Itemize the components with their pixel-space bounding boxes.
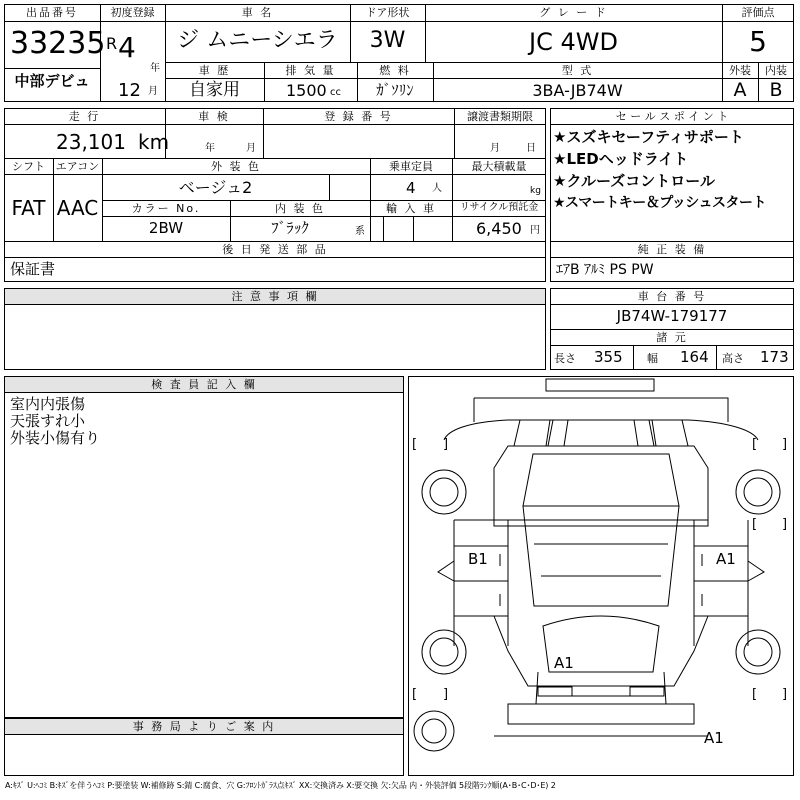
bracket: [	[752, 517, 758, 532]
max-load-unit: kg	[530, 186, 541, 196]
shift-label: シフト	[12, 160, 45, 173]
car-history-label: 車 歴	[198, 64, 231, 77]
mileage-unit: km	[138, 130, 170, 154]
inspector-note: 外装小傷有り	[10, 429, 101, 447]
genuine-equipment-label: 純 正 装 備	[637, 243, 707, 256]
lot-number: 33235	[10, 26, 106, 61]
rear-left-tire-inner	[430, 638, 458, 666]
registration-year: 4	[118, 31, 136, 64]
office-label: 事 務 局 よ り ご 案 内	[132, 720, 276, 733]
bracket: [	[412, 687, 418, 702]
dimensions-label: 諸 元	[656, 331, 688, 344]
inspection-label: 車 検	[198, 110, 230, 123]
spec-divider	[329, 174, 330, 200]
transfer-day-unit: 日	[526, 143, 536, 154]
mileage-label: 走 行	[68, 110, 101, 123]
door-type-label: ドア形状	[365, 6, 410, 19]
interior-color: ﾌﾞﾗｯｸ	[271, 219, 309, 237]
inspector-label: 検 査 員 記 入 欄	[151, 378, 257, 391]
bracket: ]	[443, 687, 449, 702]
windshield-lines	[548, 420, 654, 446]
interior-color-suffix: 系	[355, 226, 365, 237]
front-arc	[444, 420, 758, 440]
bracket: ]	[782, 437, 788, 452]
capacity: 4	[406, 179, 416, 197]
spare-tire-inner	[422, 719, 446, 743]
rear-right-tire	[736, 630, 780, 674]
color-number-label: カラー No.	[131, 202, 201, 215]
inspector-note: 天張すれ小	[10, 412, 86, 430]
month-unit: 月	[148, 86, 158, 97]
chassis-divider	[550, 304, 794, 305]
selling-points-divider	[550, 124, 794, 125]
score-label: 評価点	[741, 6, 775, 19]
transfer-deadline-label: 譲渡書類期限	[467, 110, 533, 123]
bracket: [	[752, 687, 758, 702]
chassis-number: JB74W-179177	[616, 307, 728, 325]
recycle-fee: 6,450	[476, 219, 522, 238]
chassis-divider	[716, 345, 717, 370]
recycle-fee-label: リサイクル預託金	[459, 202, 539, 213]
rear-panel	[536, 672, 666, 704]
rear-roof-outline	[546, 379, 654, 391]
rear-left-tire	[422, 630, 466, 674]
spec-divider	[383, 216, 384, 241]
spec-divider	[413, 216, 414, 241]
header-divider	[165, 62, 722, 63]
selling-point: ★クルーズコントロール	[553, 172, 715, 190]
spec-divider	[4, 158, 546, 159]
rear-right-tire-inner	[744, 638, 772, 666]
width: 164	[680, 348, 709, 366]
hood-outline	[494, 446, 708, 526]
exterior-color: ベージュ2	[178, 178, 253, 197]
damage-mark-right-side: A1	[716, 550, 736, 568]
era-mark: R	[106, 34, 118, 53]
grade-label: グ レ ー ド	[539, 6, 608, 19]
header-divider	[4, 21, 794, 22]
door-type: 3W	[369, 28, 406, 53]
displacement: 1500	[286, 81, 327, 100]
transfer-month-unit: 月	[490, 143, 500, 154]
chassis-divider	[633, 345, 634, 370]
later-parts-label: 後 日 発 送 部 品	[222, 243, 328, 256]
spec-divider	[4, 174, 546, 175]
selling-point: ★LEDヘッドライト	[553, 150, 689, 168]
chassis-divider	[550, 345, 794, 346]
damage-legend: A:ｷｽﾞ U:ﾍｺﾐ B:ｷｽﾞを伴うﾍｺﾐ P:要塗装 W:補修跡 S:錆 C:腐食、穴 G:ﾌﾛﾝﾄｶﾞﾗｽ点ｷｽﾞ XX:交換済み X:要交換 欠:欠品 内・外装評価 5段階ﾗﾝｸ順(A･B･C･D･E) 2	[5, 781, 556, 790]
model-code-label: 型 式	[561, 64, 594, 77]
spare-tire	[414, 711, 454, 751]
auction-site: 中部デビュ	[14, 72, 90, 90]
damage-mark-left-side: B1	[468, 550, 488, 568]
exterior-score-label: 外装	[729, 64, 751, 77]
damage-mark-rear: A1	[554, 654, 574, 672]
color-number: 2BW	[148, 219, 184, 237]
selling-point: ★スマートキー＆プッシュスタート	[553, 195, 767, 211]
bracket: ]	[443, 437, 449, 452]
car-name-label: 車 名	[241, 6, 274, 19]
air-conditioner-label: エアコン	[55, 160, 100, 173]
length-label: 長さ	[554, 352, 576, 365]
chassis-divider	[550, 329, 794, 330]
bracket: ]	[782, 687, 788, 702]
car-name: ジ ムニーシエラ	[177, 28, 338, 53]
first-registration-label: 初度登録	[110, 6, 155, 19]
spec-divider	[4, 124, 546, 125]
hood-panel	[523, 454, 679, 506]
interior-color-label: 内 装 色	[275, 202, 325, 215]
overall-score: 5	[749, 25, 767, 58]
displacement-label: 排 気 量	[285, 64, 336, 77]
height-label: 高さ	[722, 352, 744, 365]
height: 173	[760, 348, 789, 366]
inspection-year-unit: 年	[205, 143, 215, 154]
left-headlight	[514, 420, 550, 446]
inspector-note: 室内内張傷	[10, 395, 86, 413]
chassis-number-label: 車 台 番 号	[637, 290, 707, 303]
capacity-unit: 人	[432, 183, 442, 194]
notes-label: 注 意 事 項 欄	[231, 290, 319, 303]
selling-points-divider	[550, 241, 794, 242]
bracket: [	[752, 437, 758, 452]
front-left-tire-inner	[430, 478, 458, 506]
front-right-tire	[736, 470, 780, 514]
recycle-fee-unit: 円	[530, 225, 540, 236]
front-left-tire	[422, 470, 466, 514]
rear-outline	[494, 616, 708, 686]
left-mirror	[438, 561, 454, 581]
genuine-equipment: ｴｱB ｱﾙﾐ PS PW	[556, 262, 654, 278]
car-history: 自家用	[189, 80, 240, 100]
max-load-label: 最大積載量	[471, 160, 527, 173]
exterior-score: A	[733, 79, 747, 101]
grade: JC 4WD	[529, 28, 618, 56]
selling-points-label: セ ー ル ス ポ イ ン ト	[615, 110, 729, 123]
header-divider	[165, 78, 722, 79]
roof-outline	[523, 506, 679, 606]
interior-score-label: 内装	[765, 64, 787, 77]
left-taillight	[538, 687, 572, 696]
later-parts: 保証書	[10, 260, 56, 278]
registration-month: 12	[118, 80, 141, 101]
shift: FAT	[11, 196, 46, 220]
interior-score: B	[769, 79, 783, 101]
mileage: 23,101	[56, 130, 126, 154]
header-divider	[4, 68, 100, 69]
fuel: ｶﾞｿﾘﾝ	[376, 81, 414, 99]
door-handles	[500, 554, 702, 606]
front-right-tire-inner	[744, 478, 772, 506]
registration-number-label: 登 録 番 号	[324, 110, 393, 123]
year-unit: 年	[150, 63, 160, 74]
spec-divider	[102, 200, 546, 201]
model-code: 3BA-JB74W	[532, 81, 623, 100]
displacement-unit: cc	[330, 87, 341, 98]
import-car-label: 輸 入 車	[386, 202, 436, 215]
right-mirror	[748, 561, 764, 581]
car-damage-diagram	[408, 376, 794, 776]
spec-divider	[4, 257, 546, 258]
bracket: ]	[782, 517, 788, 532]
inspection-month-unit: 月	[246, 143, 256, 154]
spec-divider	[4, 241, 546, 242]
right-taillight	[630, 687, 664, 696]
spec-divider	[102, 216, 546, 217]
air-conditioner: AAC	[56, 196, 99, 220]
selling-points-divider	[550, 257, 794, 258]
width-label: 幅	[647, 352, 658, 365]
door-edges	[508, 520, 694, 646]
right-headlight	[652, 420, 688, 446]
capacity-label: 乗車定員	[389, 160, 433, 173]
length: 355	[594, 348, 623, 366]
bracket: [	[412, 437, 418, 452]
exterior-color-label: 外 装 色	[211, 160, 261, 173]
rear-bumper	[508, 704, 694, 724]
selling-point: ★スズキセーフティサポート	[553, 128, 744, 146]
front-outline	[474, 398, 728, 422]
damage-mark-spare: A1	[704, 729, 724, 747]
fuel-label: 燃 料	[379, 64, 411, 77]
lot-number-label: 出品番号	[26, 6, 78, 19]
